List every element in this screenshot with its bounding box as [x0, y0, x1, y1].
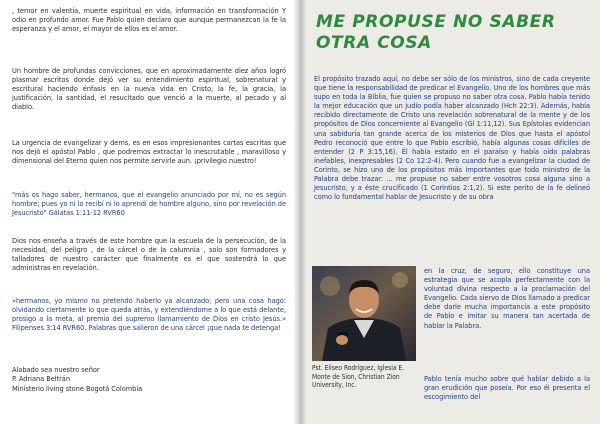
left-paragraph-1: , temor en valentía, muerte espiritual en vida, información en transformación Y odio en profundo amor. Fue Pablo quien declaro que aunque permanezcan la fe la esperanza y el amor, el mayor de ellos es el amor.: [12, 6, 286, 34]
closing-ministry: Ministerio living stone Bogotá Colombia: [12, 384, 143, 393]
right-body-main: El propósito trazado aquí, no debe ser sólo de los ministros, sino de cada creyente que tiene la responsabilidad de predicar el Evangelio. Uno de los hombres que más supo en toda la Biblia, fue quien se propuso no saber otra cosa. Pablo había tenido la mejor educación que un judío podía haber alcanzado (Hch 22:3). Además, había recibido directamente de Cristo una revelación sobrenatural de la mente y de los propósitos de Dios concerniente al Evangelio (Gl 1:11,12). Sus Epístolas evidencian una sabiduría tan grande acerca de los misterios de Dios que hasta el apóstol Pedro reconoció que entre lo que Pablo escribió, había algunas cosas difíciles de entender (2 P 3:15,16). Él había estado en el paraíso y había oído palabras inefables, inexpresables (2 Co 12:2-4). Pero cuando fue a evangelizar la ciudad de Corinto, se hizo uno de los propósitos más importantes que todo ministro de la Palabra debe trazar: ... me propuse no saber entre vosotros cosa alguna sino a Jesucristo, y a éste crucificado (1 Corintios 2:1,2). Si este perito de la fe delineó como lo fundamental hablar de Jesucristo y de su obra: [314, 74, 590, 202]
left-paragraph-6: «hermanos, yo mismo no pretendo haberlo ya alcanzado; pero una cosa hago: olvidando ciertamente lo que queda atrás, y extendiéndome a lo que está delante, prosigo a la meta, al premio del supremo llamamiento de Dios en cristo Jesús.» Filipenses 3:14 RVR60. Palabras que salieron de una cárcel ¡que nada te detenga!: [12, 296, 286, 333]
left-paragraph-5: Dios nos enseña a través de este hombre que la escuela de la persecución, de la necesidad, del peligro , de la cárcel o de la calumnia , solo son formadores y talladores de nuestro carácter que finalmente es el que sostendrá lo que administras en revelación.: [12, 236, 286, 273]
left-paragraph-2: Un hombre de profundas convicciones, que en aproximadamente diez años logró plasmar escritos donde dejó ver su entendimiento espiritual, sobrenatural y escritural haciendo énfasis en la nueva vida en Cristo, la fe, la gracia, la justificación, la santidad, el resucitado que venció a la muerte, al pecado y al diablo.: [12, 66, 286, 112]
pastor-photo-illustration: [312, 266, 416, 361]
left-paragraph-4: "más os hago saber, hermanos, que el evangelio anunciado por mí, no es según hombre; pues yo ni lo recibí ni lo aprendí de hombre alguno, sino por revelación de Jesucristo" Gálatas 1:11-12 RVR60: [12, 190, 286, 218]
closing-signature: P. Adriana Beltrán: [12, 374, 70, 383]
right-body-wrap: en la cruz, de seguro, ello constituye una estrategia que se acopla perfectamente con la voluntad divina respecto a la proclamación del Evangelio. Cada siervo de Dios llamado a predicar debe darle mucha importancia a este propósito de Pablo e imitar su manera tan acertada de hablar la Palabra.: [424, 266, 590, 330]
book-spine: [294, 0, 306, 424]
right-body-wrap-2: Pablo tenía mucho sobre qué hablar debido a la gran erudición que poseía. Por eso él presenta el escogimiento del: [424, 374, 590, 402]
pastor-photo: [312, 266, 416, 361]
page-title: ME PROPUSE NO SABER OTRA COSA: [316, 12, 556, 53]
closing-line-1: Alabado sea nuestro señor: [12, 365, 100, 374]
left-paragraph-3: La urgencia de evangelizar y dems, es en esos impresionantes cartas escritas que nos dejó el apóstol Pablo , que podremos extractar lo inescrutable , maravilloso y dimensional del Eterno quien nos permite servirle aun. ¡privilegio nuestro!: [12, 138, 286, 166]
photo-caption: Pst. Eliseo Rodríguez, Iglesia E. Monte de Sion, Christian Zion University, Inc.: [312, 364, 405, 390]
